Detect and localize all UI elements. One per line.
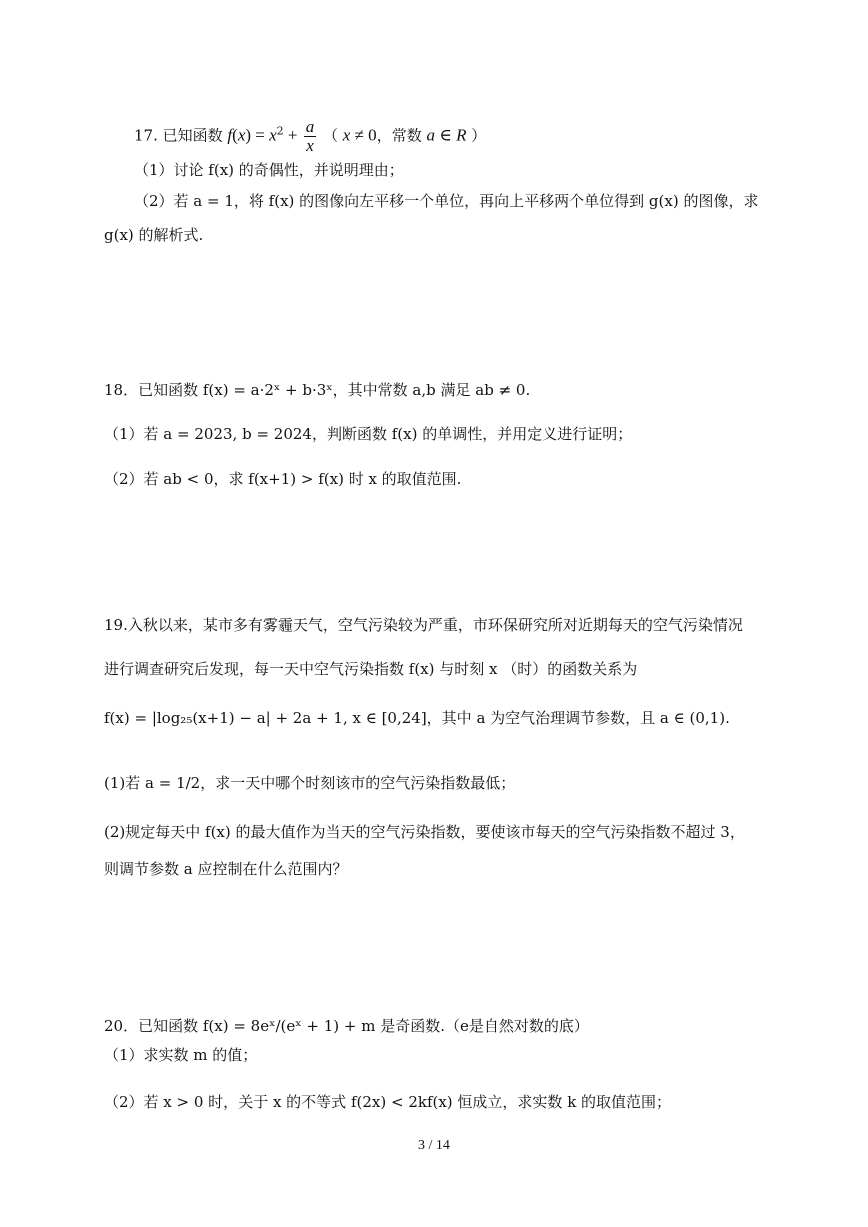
q19-line1: 19.入秋以来，某市多有雾霾天气，空气污染较为严重，市环保研究所对近期每天的空气污染情况	[104, 616, 743, 634]
q20-part1: （1）求实数 m 的值；	[104, 1046, 258, 1064]
q20-stem: 20．已知函数 f(x) = 8eˣ/(eˣ + 1) + m 是奇函数.（e是自然对数的底）	[104, 1017, 589, 1035]
q18-stem: 18．已知函数 f(x) = a·2ˣ + b·3ˣ，其中常数 a,b 满足 ab ≠ 0.	[104, 381, 531, 399]
q17-part2-line1: （2）若 a = 1，将 f(x) 的图像向左平移一个单位，再向上平移两个单位得到 g(x) 的图像，求	[134, 192, 759, 210]
q19-line3: f(x) = |log₂₅(x+1) − a| + 2a + 1, x ∈ [0,24]，其中 a 为空气治理调节参数，且 a ∈ (0,1).	[104, 709, 730, 727]
q19-part2-line1: (2)规定每天中 f(x) 的最大值作为当天的空气污染指数，要使该市每天的空气污染指数不超过 3，	[104, 823, 745, 841]
q17-part2-line2: g(x) 的解析式.	[104, 226, 204, 244]
q18-part2: （2）若 ab < 0，求 f(x+1) > f(x) 时 x 的取值范围.	[104, 470, 462, 488]
q18-part1: （1）若 a = 2023, b = 2024，判断函数 f(x) 的单调性，并用定义进行证明；	[104, 425, 633, 443]
q19-line2: 进行调查研究后发现，每一天中空气污染指数 f(x) 与时刻 x （时）的函数关系为	[104, 660, 638, 678]
q17-part1: （1）讨论 f(x) 的奇偶性，并说明理由；	[134, 161, 404, 179]
q19-part1: (1)若 a = 1/2，求一天中哪个时刻该市的空气污染指数最低；	[104, 774, 516, 792]
page-number: 3 / 14	[418, 1138, 450, 1153]
q17-stem-text: 17. 已知函数	[134, 126, 228, 145]
q19-part2-line2: 则调节参数 a 应控制在什么范围内？	[104, 860, 348, 878]
q20-part2: （2）若 x > 0 时，关于 x 的不等式 f(2x) < 2kf(x) 恒成立，求实数 k 的取值范围；	[104, 1093, 672, 1111]
q17-stem: 17. 已知函数 $f(x) = x^2$ + $\frac{a}{x}$ （ x ≠ 0，常数 a ∈ R ）	[134, 117, 487, 155]
